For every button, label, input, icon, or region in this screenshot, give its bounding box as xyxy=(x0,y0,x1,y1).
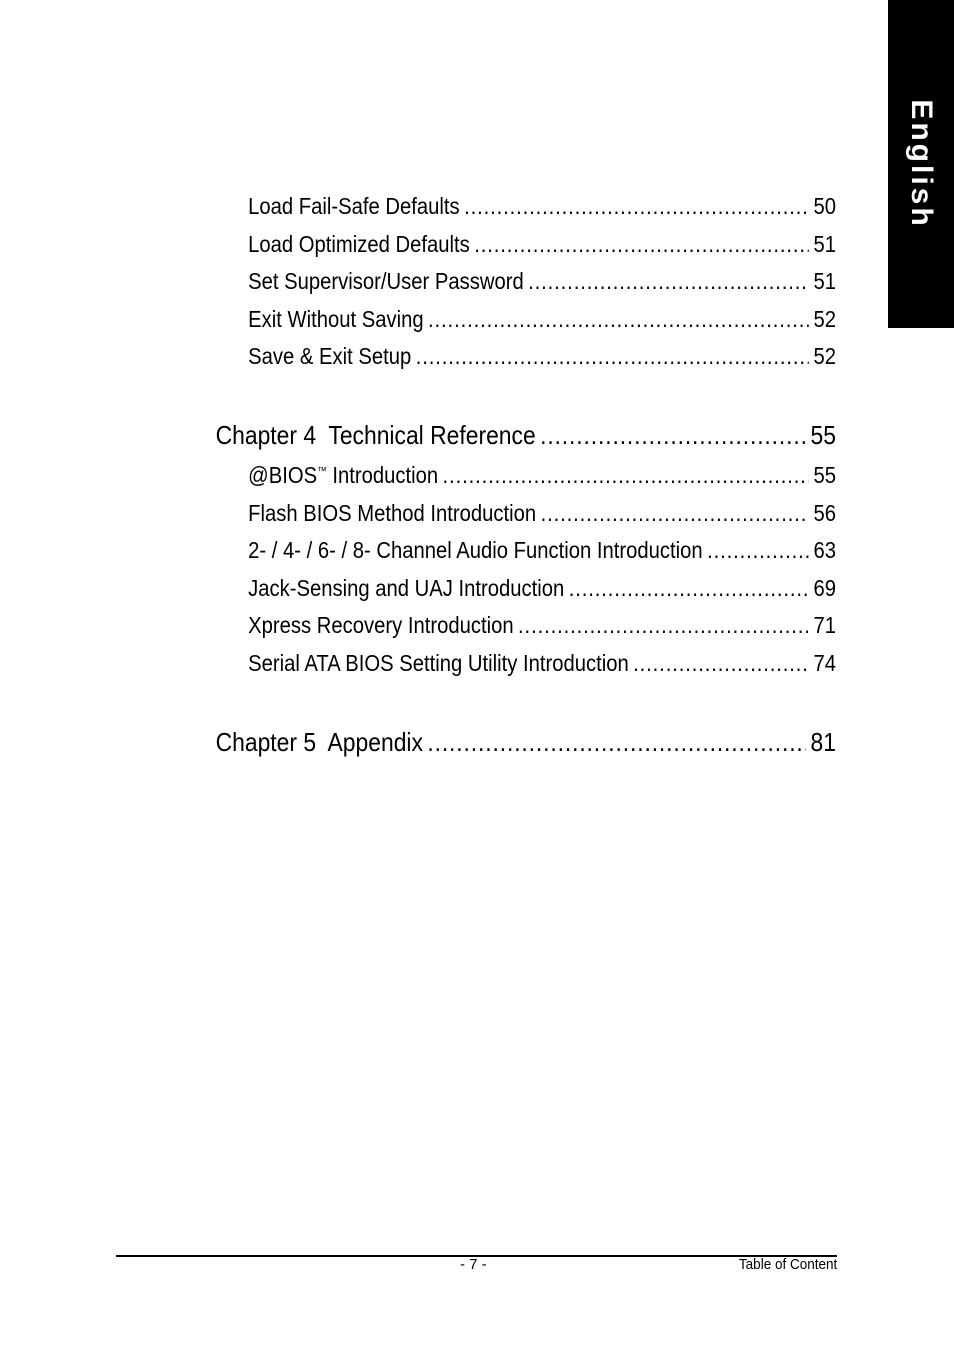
toc-entry-title xyxy=(248,462,438,489)
toc-entry-title: Load Optimized Defaults xyxy=(248,231,470,257)
language-tab-label: English xyxy=(905,99,938,229)
toc-dot-leader xyxy=(707,537,809,564)
toc-dot-leader xyxy=(528,268,809,295)
toc-dot-leader xyxy=(569,575,809,602)
toc-entry[interactable] xyxy=(248,462,836,489)
language-tab xyxy=(888,0,954,328)
toc-entry-title: Exit Without Saving xyxy=(248,306,424,332)
toc-entry-title: Flash BIOS Method Introduction xyxy=(248,500,537,526)
toc-chapter-title: Chapter 5 Appendix xyxy=(215,727,423,757)
toc-dot-leader xyxy=(474,231,809,258)
toc-dot-leader xyxy=(464,193,809,220)
toc-entry-page: 74 xyxy=(813,650,836,676)
toc-entry[interactable] xyxy=(248,537,836,564)
toc-entry-page: 52 xyxy=(813,306,836,332)
toc-dot-leader xyxy=(416,343,809,370)
toc-dot-leader xyxy=(427,727,806,758)
footer-page-number: - 7 - xyxy=(460,1256,487,1273)
toc-dot-leader xyxy=(633,650,809,677)
toc-entry-page: 50 xyxy=(813,193,836,219)
toc-entry[interactable] xyxy=(248,343,836,370)
footer-section-title: Table of Content xyxy=(738,1256,837,1273)
toc-entry[interactable] xyxy=(248,500,836,527)
toc-chapter-title: Chapter 4 Technical Reference xyxy=(215,420,536,450)
toc-entry[interactable] xyxy=(248,612,836,639)
toc-entry-title: 2- / 4- / 6- / 8- Channel Audio Function Introduction xyxy=(248,537,703,563)
toc-entry[interactable] xyxy=(248,306,836,333)
toc-entry-title: Set Supervisor/User Password xyxy=(248,268,524,294)
toc-entry[interactable] xyxy=(248,268,836,295)
toc-entry-page: 63 xyxy=(813,537,836,563)
toc-entry[interactable] xyxy=(248,193,836,220)
trademark-mark: ™ xyxy=(317,465,327,478)
toc-entry-page: 71 xyxy=(813,612,836,638)
toc-entry-title: Xpress Recovery Introduction xyxy=(248,612,514,638)
toc-dot-leader xyxy=(540,420,806,451)
toc-entry-title: Save & Exit Setup xyxy=(248,343,412,369)
toc-entry-title-rest: Introduction xyxy=(326,462,439,488)
toc-entry-page: 56 xyxy=(813,500,836,526)
toc-entry-page: 69 xyxy=(813,575,836,601)
toc-chapter-page: 55 xyxy=(810,420,836,450)
toc-dot-leader xyxy=(443,462,810,489)
toc-entry[interactable] xyxy=(248,231,836,258)
toc-chapter-page: 81 xyxy=(810,727,836,757)
toc-entry-page: 52 xyxy=(813,343,836,369)
toc-entry-title: Jack-Sensing and UAJ Introduction xyxy=(248,575,565,601)
toc-entry-title-text: @BIOS xyxy=(248,462,318,488)
toc-entry-page: 51 xyxy=(813,268,836,294)
toc-entry-page: 55 xyxy=(813,462,836,488)
toc-entry[interactable] xyxy=(248,575,836,602)
toc-entry-page: 51 xyxy=(813,231,836,257)
toc-entry[interactable] xyxy=(248,650,836,677)
toc-chapter-entry[interactable] xyxy=(216,727,836,758)
toc-entry-title: Load Fail-Safe Defaults xyxy=(248,193,460,219)
toc-entry-title: Serial ATA BIOS Setting Utility Introduction xyxy=(248,650,629,676)
toc-dot-leader xyxy=(541,500,810,527)
toc-chapter-entry[interactable] xyxy=(216,420,836,451)
toc-dot-leader xyxy=(518,612,809,639)
toc-dot-leader xyxy=(428,306,809,333)
